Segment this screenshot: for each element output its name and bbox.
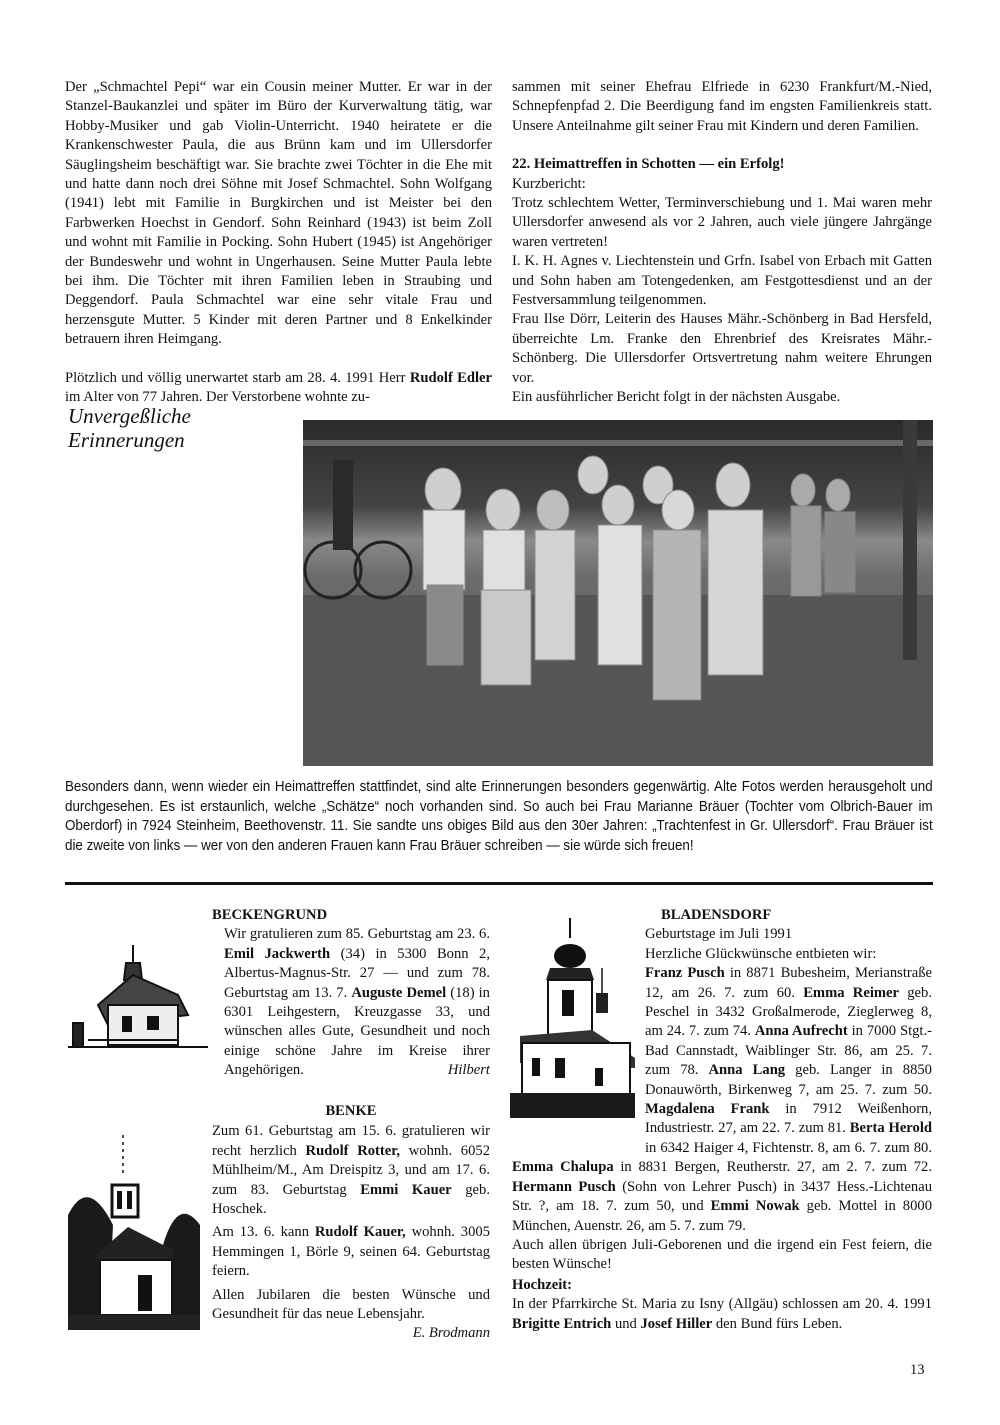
wedding-text: In der Pfarrkirche St. Maria zu Isny (Allgäu) schlossen am 20. 4. 1991 Brigitte Entrich und Josef Hiller den Bund fürs Leben.	[512, 1296, 932, 1332]
birthday-name: Emmi Kauer	[360, 1181, 452, 1198]
bladensdorf-section	[512, 906, 932, 1275]
top-right-column	[512, 78, 932, 408]
report-line: I. K. H. Agnes v. Liechtenstein und Grfn. Isabel von Erbach mit Gatten und Sohn haben am Totengedenken, am Festgottesdienst und an der Festversammlung teilgenommen.	[512, 253, 932, 309]
benke-section	[212, 1102, 490, 1344]
beckengrund-heading: BECKENGRUND	[212, 907, 328, 923]
chapel-icon	[68, 1135, 200, 1330]
benke-paragraph-3: Allen Jubilaren die besten Wünsche und Gesundheit für das neue Lebensjahr.	[212, 1286, 490, 1323]
schmachtel-paragraph: Der „Schmachtel Pepi“ war ein Cousin meiner Mutter. Er war in der Stanzel-Baukanzlei und später im Büro der Kurverwaltung tätig, war Hobby-Musiker und gab Violin-Unterricht. 1940 heiratete er die Krankenschwester Paula, die aus Brünn kam und im Ullersdorfer Säuglingsheim beschäftigt war. Sie brachte zwei Töchter in die Ehe mit und hatte dann noch drei Söhne mit Josef Schmachtel. Sohn Wolfgang (1941) lebt mit Familie in Burgkirchen und ist Meister bei den Farbwerken Hoechst in Gendorf. Sohn Reinhard (1943) ist beim Zoll und wohnt mit Familie in Pocking. Sohn Hubert (1945) ist Angehöriger der Bundeswehr und wohnt in Ungerhausen. Seine Mutter Paula lebte bei ihm. Die Töchter mit ihren Familien leben in Straubing und Deggendorf. Paula Schmachtel war eine sehr vitale Frau und herzensgute Mutter. 5 Kinder mit deren Partner und 8 Enkelkinder betrauern ihren Heimgang.	[65, 79, 492, 348]
bladensdorf-heading: BLADENSDORF	[661, 907, 772, 923]
benke-chapel-illustration	[68, 1135, 200, 1330]
illustration-spacer	[512, 964, 645, 1139]
birthday-name: Anna Lang	[708, 1062, 786, 1079]
birthday-name: Emma Reimer	[803, 984, 899, 1001]
top-left-column	[65, 78, 492, 408]
chapel-icon	[68, 945, 208, 1055]
photo-description: Besonders dann, wenn wieder ein Heimattreffen stattfindet, sind alte Erinnerungen besonders gegenwärtig. Alte Fotos werden herausgeholt und durchgesehen. Es ist erstaunlich, welche „Schätze“ noch vorhanden sind. So auch bei Frau Marianne Bräuer (Tochter vom Olbrich-Bauer im Oberdorf) in 7924 Steinheim, Beethovenstr. 11. Sie sandte uns obiges Bild aus den 30er Jahren: „Trachtenfest in Gr. Ullersdorf“. Frau Bräuer ist die zweite von links — wer von den anderen Frauen kann Frau Bräuer schreiben — sie würde sich freuen!	[65, 779, 933, 854]
birthday-name: Emmi Nowak	[710, 1198, 800, 1215]
birthday-name: Rudolf Kauer,	[314, 1224, 406, 1241]
wedding-heading: Hochzeit:	[512, 1277, 572, 1293]
wedding-section	[512, 1276, 932, 1334]
benke-heading: BENKE	[325, 1103, 377, 1119]
report-line: Trotz schlechtem Wetter, Terminverschiebung und 1. Mai waren mehr Ullersdorfer anwesend als vor 2 Jahren, auch viele jüngere Jahrgänge waren vertreten!	[512, 195, 932, 250]
heimattreffen-heading: 22. Heimattreffen in Schotten — ein Erfolg!	[512, 156, 785, 173]
birthday-name: Hermann Pusch	[512, 1178, 616, 1195]
birthday-name: Emma Chalupa	[512, 1159, 614, 1176]
section-divider	[65, 882, 933, 885]
deceased-name: Rudolf Edler	[409, 369, 492, 386]
beckengrund-chapel-illustration	[68, 945, 208, 1055]
beckengrund-section	[212, 906, 490, 1081]
bride-name: Brigitte Entrich	[512, 1315, 612, 1332]
birthday-name: Auguste Demel	[351, 984, 447, 1001]
bladensdorf-closing: Auch allen übrigen Juli-Geborenen und die irgend ein Fest feiern, die besten Wünsche!	[512, 1236, 932, 1273]
photo-section-title: Unvergeßliche Erinnerungen	[68, 404, 191, 452]
benke-signature: E. Brodmann	[412, 1325, 490, 1342]
benke-paragraph-1: Zum 61. Geburtstag am 15. 6. gratulieren wir recht herzlich Rudolf Rotter, wohnh. 6052 Mühlheim/M., Am Dreispitz 3, und am 17. 6. zum 83. Geburtstag Emmi Kauer geb. Hoschek.	[212, 1123, 490, 1218]
edler-obituary-paragraph: Plötzlich und völlig unerwartet starb am 28. 4. 1991 Herr Rudolf Edler im Alter von 77 Jahren. Der Verstorbene wohnte zu-	[65, 369, 492, 406]
birthday-name: Anna Aufrecht	[754, 1023, 848, 1040]
birthday-name: Emil Jackwerth	[224, 945, 331, 962]
edler-obituary-continued: sammen mit seiner Ehefrau Elfriede in 6230 Frankfurt/M.-Nied, Schnepfenpfad 2. Die Beerdigung fand im engsten Familienkreis statt. Unsere Anteilnahme gilt seiner Frau mit Kindern und deren Familien.	[512, 79, 932, 134]
page-number: 13	[910, 1362, 925, 1378]
group-photo	[303, 420, 933, 766]
beckengrund-signature: Hilbert	[447, 1062, 490, 1079]
birthday-name: Franz Pusch	[645, 965, 725, 982]
birthday-name: Berta Herold	[849, 1120, 932, 1137]
photo-illustration	[303, 420, 933, 766]
report-line: Ein ausführlicher Bericht folgt in der nächsten Ausgabe.	[512, 389, 841, 406]
bladensdorf-subheading: Geburtstage im Juli 1991	[645, 926, 793, 943]
bladensdorf-birthdays: Franz Pusch in 8871 Bubesheim, Merianstraße 12, am 26. 7. zum 60. Emma Reimer geb. Peschel in 3432 Großalmerode, Zieglerweg 8, am 24. 7. zum 74. Anna Aufrecht in 7000 Stgt.-Bad Cannstadt, Waiblinger Str. 86, am 25. 7. zum 78. Anna Lang geb. Langer in 8850 Donauwörth, Birkenweg 7, am 25. 7. zum 50. Magdalena Frank in 7912 Weißenhorn, Industriestr. 27, am 22. 7. zum 81. Berta Herold in 6342 Haiger 4, Fichtenstr. 8, am 6. 7. zum 80. Emma Chalupa in 8831 Bergen, Reutherstr. 27, am 2. 7. zum 72. Hermann Pusch (Sohn von Lehrer Pusch) in 3437 Hess.-Lichtenau Str. ?, am 18. 7. zum 50, und Emmi Nowak geb. Mottel in 8000 München, Auenstr. 26, am 5. 7. zum 79.	[512, 965, 933, 1234]
birthday-name: Magdalena Frank	[645, 1101, 770, 1118]
birthday-name: Rudolf Rotter,	[305, 1142, 401, 1159]
bladensdorf-intro: Herzliche Glückwünsche entbieten wir:	[645, 945, 877, 962]
benke-paragraph-2: Am 13. 6. kann Rudolf Kauer, wohnh. 3005 Hemmingen 1, Börle 9, seinen 64. Geburtstag feiern.	[212, 1224, 490, 1280]
report-line: Frau Ilse Dörr, Leiterin des Hauses Mähr.-Schönberg in Bad Hersfeld, überreichte Lm. Franke den Ehrenbrief des Kreisrates Mähr.-Schönberg. Die Ullersdorfer Ortsvertretung nahm weitere Ehrungen vor.	[512, 311, 932, 386]
beckengrund-text: Wir gratulieren zum 85. Geburtstag am 23. 6. Emil Jackwerth (34) in 5300 Bonn 2, Albertus-Magnus-Str. 27 — und zum 78. Geburtstag am 13. 7. Auguste Demel (18) in 6301 Leihgestern, Kreuzgasse 33, und wünschen alles Gute, Gesundheit und noch einige schöne Jahre im Kreise ihrer Angehörigen.	[224, 926, 491, 1079]
kurzbericht-label: Kurzbericht:	[512, 175, 586, 192]
groom-name: Josef Hiller	[640, 1315, 713, 1332]
